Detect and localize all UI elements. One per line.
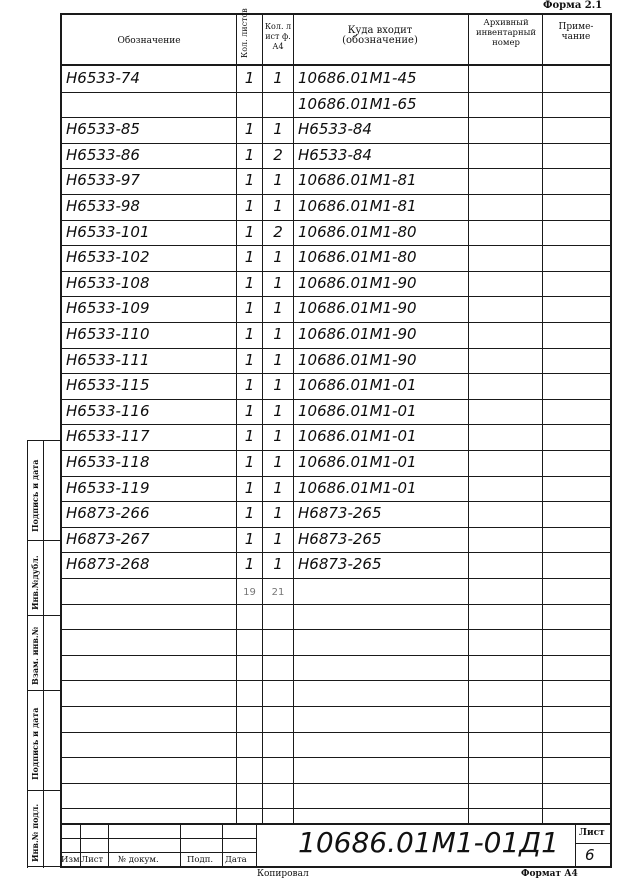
cell-sheets-count: 1 xyxy=(244,453,255,471)
cell-included-in: 10686.01М1-65 xyxy=(298,95,417,113)
tb-col-2 xyxy=(108,823,109,867)
tb-doc-no: № докум. xyxy=(118,855,159,865)
header-sheets-a4: Кол. лист ф.А4 xyxy=(264,22,292,51)
cell-sheets-count: 1 xyxy=(244,69,255,87)
header-line xyxy=(60,64,612,66)
row-line xyxy=(60,757,612,758)
header-sheets-count: Кол. листов xyxy=(240,8,249,58)
cell-designation: Н6533-74 xyxy=(66,69,140,87)
frame-bottom xyxy=(60,866,612,868)
header-included-in: Куда входит (обозначение) xyxy=(342,25,418,46)
header-archive-number: Архивный инвентарный номер xyxy=(475,18,537,48)
row-line xyxy=(60,296,612,297)
cell-designation: Н6533-85 xyxy=(66,120,140,138)
strip-div-2 xyxy=(27,615,61,616)
cell-sheets-a4: 1 xyxy=(273,504,283,522)
cell-sheets-count: 1 xyxy=(244,146,255,164)
cell-included-in: 10686.01М1-81 xyxy=(298,171,417,189)
row-line xyxy=(60,732,612,733)
row-line xyxy=(60,783,612,784)
strip-top xyxy=(27,440,61,441)
tb-row-2 xyxy=(60,852,256,853)
cell-included-in: Н6873-265 xyxy=(298,504,382,522)
cell-included-in: Н6873-265 xyxy=(298,555,382,573)
cell-included-in: 10686.01М1-45 xyxy=(298,69,417,87)
title-block-top xyxy=(60,823,612,825)
cell-sheets-count: 1 xyxy=(244,402,255,420)
cell-designation: Н6533-110 xyxy=(66,325,150,343)
frame-top xyxy=(60,13,612,15)
cell-designation: Н6533-86 xyxy=(66,146,140,164)
cell-sheets-count: 1 xyxy=(244,120,255,138)
tb-col-6 xyxy=(575,823,576,867)
tb-col-5 xyxy=(256,823,257,867)
cell-sheets-count: 1 xyxy=(244,197,255,215)
row-line xyxy=(60,680,612,681)
row-line xyxy=(60,271,612,272)
cell-designation: Н6533-115 xyxy=(66,376,150,394)
strip-div-1 xyxy=(27,540,61,541)
row-line xyxy=(60,424,612,425)
cell-designation: Н6533-108 xyxy=(66,274,150,292)
cell-sheets-a4: 1 xyxy=(273,197,283,215)
row-line xyxy=(60,399,612,400)
cell-sheets-count: 1 xyxy=(244,171,255,189)
cell-sheets-count: 1 xyxy=(244,351,255,369)
row-line xyxy=(60,450,612,451)
row-line xyxy=(60,220,612,221)
cell-sheets-count: 1 xyxy=(244,555,255,573)
tb-sheet-line xyxy=(575,843,612,844)
tb-sheet-label: Лист xyxy=(579,828,605,838)
row-line xyxy=(60,706,612,707)
side-replace-inv: Взам. инв.№ xyxy=(30,626,40,685)
strip-bottom xyxy=(27,866,61,867)
cell-designation: Н6533-109 xyxy=(66,299,150,317)
tb-date: Дата xyxy=(225,855,247,865)
cell-sheets-a4: 1 xyxy=(273,248,283,266)
cell-sheets-count: 1 xyxy=(244,479,255,497)
strip-inner xyxy=(43,440,44,868)
cell-included-in: 10686.01М1-01 xyxy=(298,376,417,394)
row-line xyxy=(60,808,612,809)
row-line xyxy=(60,92,612,93)
cell-included-in: 10686.01М1-80 xyxy=(298,248,417,266)
cell-included-in: 10686.01М1-01 xyxy=(298,453,417,471)
footer-format: Формат А4 xyxy=(521,869,578,879)
row-line xyxy=(60,117,612,118)
row-line xyxy=(60,655,612,656)
row-line xyxy=(60,629,612,630)
footer-copied: Копировал xyxy=(257,869,309,879)
cell-included-in: 10686.01М1-90 xyxy=(298,299,417,317)
cell-sheets-count: 1 xyxy=(244,223,255,241)
cell-sheets-a4: 1 xyxy=(273,171,283,189)
cell-included-in: 10686.01М1-01 xyxy=(298,427,417,445)
side-inv-orig: Инв.№ подл. xyxy=(30,803,40,862)
cell-included-in: Н6873-265 xyxy=(298,530,382,548)
cell-designation: Н6533-102 xyxy=(66,248,150,266)
cell-sheets-a4: 1 xyxy=(273,555,283,573)
cell-sheets-a4: 1 xyxy=(273,325,283,343)
cell-sheets-a4: 1 xyxy=(273,376,283,394)
cell-designation: Н6533-119 xyxy=(66,479,150,497)
tb-list: Лист xyxy=(81,855,104,865)
row-line xyxy=(60,373,612,374)
cell-designation: Н6533-117 xyxy=(66,427,150,445)
row-line xyxy=(60,194,612,195)
form-label: Форма 2.1 xyxy=(543,0,603,11)
cell-designation: Н6533-97 xyxy=(66,171,140,189)
header-designation: Обозначение xyxy=(117,36,181,46)
cell-sheets-a4: 1 xyxy=(273,530,283,548)
cell-sheets-count: 1 xyxy=(244,248,255,266)
cell-sheets-a4: 2 xyxy=(273,146,283,164)
cell-included-in: 10686.01М1-81 xyxy=(298,197,417,215)
cell-designation: Н6533-118 xyxy=(66,453,150,471)
strip-div-3 xyxy=(27,690,61,691)
tb-col-4 xyxy=(222,823,223,867)
cell-designation: Н6533-116 xyxy=(66,402,150,420)
cell-sheets-count: 1 xyxy=(244,504,255,522)
cell-sheets-a4: 1 xyxy=(273,351,283,369)
row-line xyxy=(60,143,612,144)
side-inv-dup: Инв.№дубл. xyxy=(30,555,40,610)
cell-included-in: 10686.01М1-90 xyxy=(298,274,417,292)
cell-sheets-count: 1 xyxy=(244,274,255,292)
frame-right xyxy=(610,13,612,868)
cell-sheets-a4: 1 xyxy=(273,453,283,471)
row-line xyxy=(60,552,612,553)
row-line xyxy=(60,348,612,349)
cell-included-in: 10686.01М1-01 xyxy=(298,479,417,497)
cell-designation: Н6873-266 xyxy=(66,504,150,522)
tb-designation: 10686.01М1-01Д1 xyxy=(298,826,559,859)
cell-included-in: Н6533-84 xyxy=(298,146,372,164)
cell-sheets-count: 1 xyxy=(244,376,255,394)
tb-col-3 xyxy=(180,823,181,867)
cell-sheets-count: 1 xyxy=(244,427,255,445)
cell-sheets-a4: 2 xyxy=(273,223,283,241)
tb-izm: Изм xyxy=(61,855,80,865)
cell-sheets-a4: 1 xyxy=(273,120,283,138)
cell-included-in: 10686.01М1-01 xyxy=(298,402,417,420)
side-sign-date-1: Подпись и дата xyxy=(30,459,40,532)
cell-designation: Н6873-268 xyxy=(66,555,150,573)
row-line xyxy=(60,578,612,579)
row-line xyxy=(60,501,612,502)
cell-sheets-count: 1 xyxy=(244,530,255,548)
cell-designation: Н6533-98 xyxy=(66,197,140,215)
cell-sheets-a4: 1 xyxy=(273,274,283,292)
cell-sheets-a4: 1 xyxy=(273,299,283,317)
row-line xyxy=(60,322,612,323)
cell-included-in: Н6533-84 xyxy=(298,120,372,138)
strip-div-4 xyxy=(27,790,61,791)
cell-sheets-a4: 1 xyxy=(273,479,283,497)
row-line xyxy=(60,604,612,605)
col-line-3 xyxy=(293,13,294,823)
cell-included-in: 10686.01М1-90 xyxy=(298,351,417,369)
cell-included-in: 10686.01М1-80 xyxy=(298,223,417,241)
cell-sheets-count: 19 xyxy=(243,587,256,598)
row-line xyxy=(60,476,612,477)
tb-sheet-no: 6 xyxy=(585,846,595,864)
row-line xyxy=(60,527,612,528)
cell-sheets-count: 1 xyxy=(244,299,255,317)
cell-sheets-a4: 1 xyxy=(273,69,283,87)
tb-row-1 xyxy=(60,838,256,839)
row-line xyxy=(60,245,612,246)
col-line-4 xyxy=(468,13,469,823)
strip-outer xyxy=(27,440,28,868)
cell-designation: Н6873-267 xyxy=(66,530,150,548)
header-note: Приме-чание xyxy=(558,22,594,42)
side-sign-date-2: Подпись и дата xyxy=(30,707,40,780)
cell-sheets-count: 1 xyxy=(244,325,255,343)
col-line-5 xyxy=(542,13,543,823)
cell-sheets-a4: 1 xyxy=(273,427,283,445)
cell-designation: Н6533-101 xyxy=(66,223,150,241)
cell-sheets-a4: 1 xyxy=(273,402,283,420)
cell-included-in: 10686.01М1-90 xyxy=(298,325,417,343)
cell-designation: Н6533-111 xyxy=(66,351,150,369)
row-line xyxy=(60,168,612,169)
cell-sheets-a4: 21 xyxy=(271,587,285,598)
tb-sign: Подп. xyxy=(187,855,214,865)
